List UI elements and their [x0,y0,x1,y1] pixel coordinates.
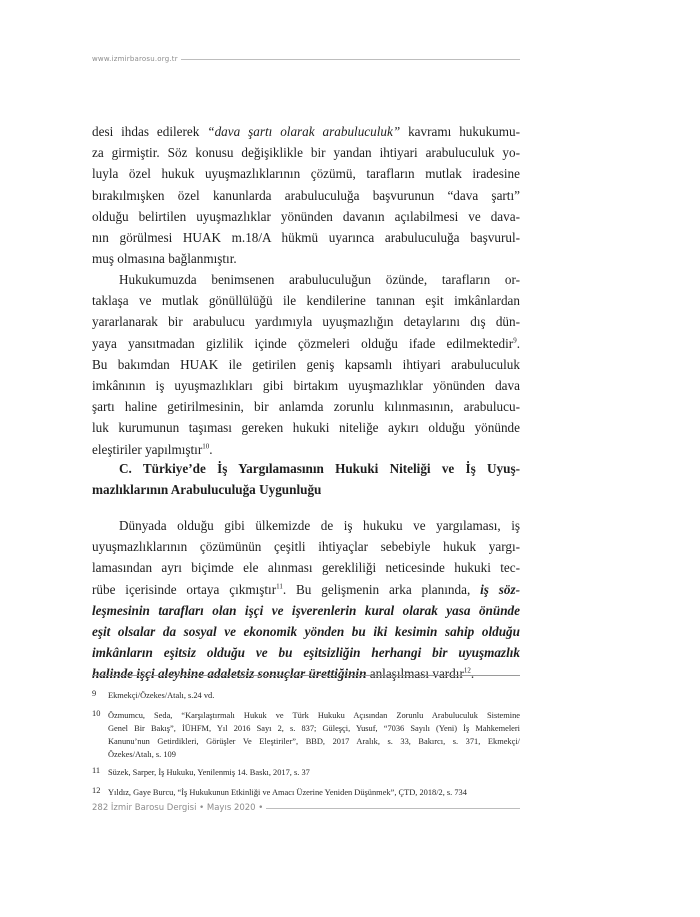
header-rule [181,59,520,60]
text-line: halinde işçi aleyhine adaletsiz sonuçlar ürettiğinin anlaşılması vardır$^{12}$. [92,666,475,682]
footnote-9 [92,689,520,702]
text-line: Hukukumuzda benimsenen arabuluculuğun özünde, tarafların or- [119,272,520,287]
paragraph-text [92,269,520,460]
footnote-text [108,709,520,761]
page-footer [92,801,520,815]
footnote-ref[interactable]: 11 [276,582,283,591]
emphasis-text: imkânların eşitsiz olduğu ve bu eşitsizliğin herhangi bir uyuşmazlık [92,645,520,661]
text-line: desi ihdas edilerek “dava şartı olarak arabuluculuk” kavramı hukukumu- [92,124,520,139]
footnote-text [108,766,520,779]
footnote-line: Ekmekçi/Özekes/Atalı, s.24 vd. [108,691,215,700]
footnote-line: Özmumcu, Seda, “Karşılaştırmalı Hukuk ve Türk Hukuku Açısından Zorunlu Arabuluculuk Sistemine [108,711,520,720]
text-line: nın görülmesi HUAK m.18/A hükmü uyarınca arabuluculuğa başvurul- [92,230,520,246]
text-line [92,642,520,663]
footnote-rule [92,675,520,676]
footer-rule [266,808,520,809]
text-line: luk kurumunun taşıması gereken hukuki niteliğe aykırı olduğu yönünde [92,420,520,436]
header-url: www.izmirbarosu.org.tr [92,55,178,63]
footnote-11 [92,766,520,779]
footnote-ref[interactable]: 9 [513,336,517,345]
text-line: yaya yansıtmadan gizlilik içinde çözmeleri olduğu ifade edilmektedir$^9$. [92,335,520,351]
paragraph-text [92,515,520,685]
text-line: olduğu belirtilen uyuşmazlıklar yönünden davanın açılabilmesi ve dava- [92,208,520,224]
emphasis-text: halinde işçi aleyhine adaletsiz sonuçlar ürettiğinin [92,666,367,682]
text-line: yararlanarak bir arabulucu yardımıyla uyuşmazlığın detaylarını dış dün- [92,314,520,330]
footnote-line: Yıldız, Gaye Burcu, “İş Hukukunun Etkinliği ve Amacı Üzerine Yeniden Düşünmek”, ÇTD, 2018/2, s. 734 [108,788,467,797]
footnote-line: Özekes/Atalı, s. 109 [108,750,176,759]
heading-line-1: C. Türkiye’de İş Yargılamasının Hukuki Niteliği ve İş Uyuş- [119,461,520,476]
footnote-text [108,786,520,799]
text-line: bırakılmışken özel kanunlarda arabuluculuğa başvurunun “dava şartı” [92,187,520,203]
footer-text: 282 İzmir Barosu Dergisi • Mayıs 2020 • [92,803,264,813]
text-line: taklaşa ve mutlak gönüllülüğü ile kendilerine tanınan eşit imkânlardan [92,293,520,309]
footnote-12 [92,786,520,799]
footnote-ref[interactable]: 12 [463,667,471,676]
text-line: uyuşmazlıklarının çözümünün çeşitli ihtiyaçlar sebebiyle hukuk yargı- [92,539,520,555]
emphasis-text: eşit olsalar da sosyal ve ekonomik yönden bu iki kesimin sahip olduğu [92,624,520,640]
footnote-line: Kanunu’nun Getirdikleri, Görüşler Ve Eleştiriler”, BBD, 2017 Aralık, s. 33, Bakırcı, s. 371, Ekmekçi/ [108,737,520,746]
text-line: imkânının iş uyuşmazlıkları gibi birtakım uyuşmazlıklar yönünden dava [92,378,520,394]
emphasis-text: iş söz- [480,581,520,597]
text-line: rübe içerisinde ortaya çıkmıştır$^{11}$. Bu gelişmenin arka planında, iş söz- [92,581,520,597]
page-header [92,51,520,67]
footnote-number: 11 [92,766,101,775]
text-line: lamasından ayrı biçimde ele alınması gerekliliği neticesinde hukuki tec- [92,560,520,576]
footnote-text [108,689,520,702]
text-line [92,600,520,621]
paragraph-text [92,121,520,269]
footnote-number: 9 [92,689,97,698]
footnote-ref[interactable]: 10 [202,442,210,451]
text-line: şartı haline getirilmesinin, bir anlamda zorunlu kılınmasının, arabulucu- [92,399,520,415]
text-line: Bu bakımdan HUAK ile getirilen geniş kapsamlı ihtiyari arabuluculuk [92,356,520,372]
paragraph-2 [92,269,520,460]
text-line: luyla özel hukuk uyuşmazlıklarının çözümü, tarafların mutlak iradesine [92,166,520,182]
italic-term: “dava şartı olarak arabuluculuk” [207,124,401,139]
paragraph-1 [92,121,520,269]
emphasis-text: leşmesinin tarafları olan işçi ve işverenlerin kural olarak yasa önünde [92,602,520,618]
text-line: za girmiştir. Söz konusu değişiklikle bir yandan ihtiyari arabuluculuk yo- [92,145,520,161]
footnote-number: 10 [92,709,101,718]
text-line: eleştiriler yapılmıştır$^{10}$. [92,441,213,457]
footnote-line: Genel Bir Bakış”, İÜHFM, Yıl 2016 Sayı 2, s. 837; Güleşçi, Yusuf, “7036 Sayılı (Yeni) İş Mahkemeleri [108,724,520,733]
section-heading [92,458,520,500]
footnote-10 [92,709,520,761]
text-line [92,621,520,642]
footnote-line: Süzek, Sarper, İş Hukuku, Yenilenmiş 14. Baskı, 2017, s. 37 [108,768,310,777]
footnote-number: 12 [92,786,101,795]
heading-line-2: mazlıklarının Arabuluculuğa Uygunluğu [92,482,322,497]
text-line: Dünyada olduğu gibi ülkemizde de iş hukuku ve yargılaması, iş [119,518,520,533]
text-line: muş olmasına bağlanmıştır. [92,251,237,267]
paragraph-3 [92,515,520,685]
